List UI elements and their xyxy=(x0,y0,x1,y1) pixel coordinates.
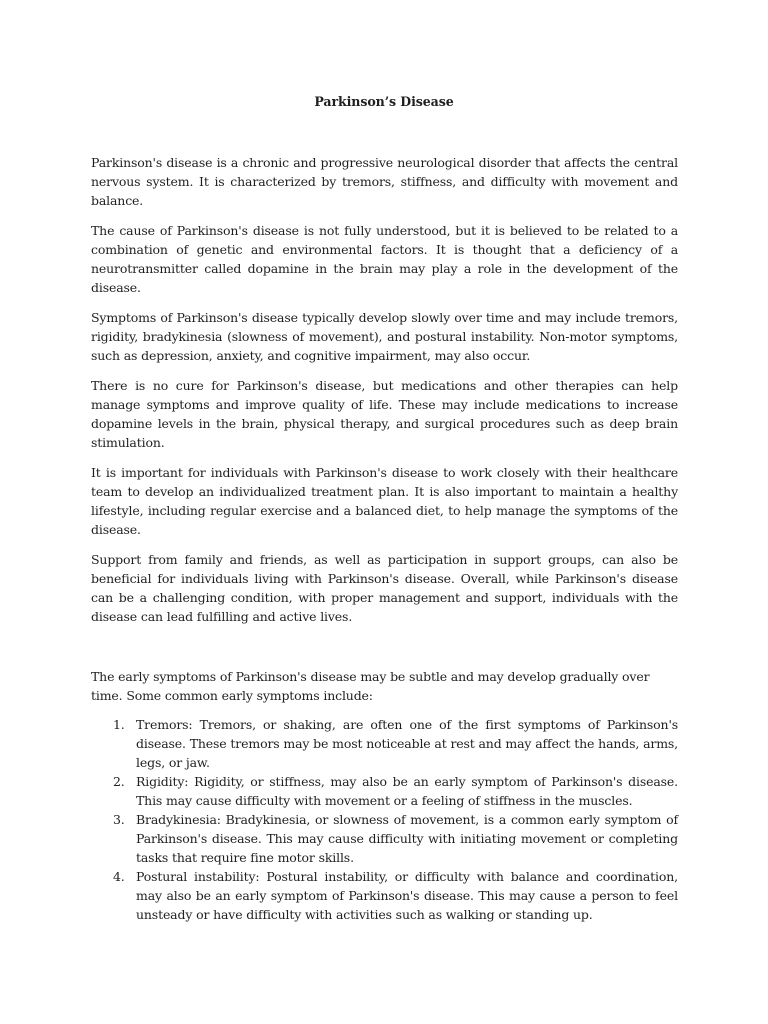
document-title: Parkinson’s Disease xyxy=(314,94,454,109)
paragraph-cause: The cause of Parkinson's disease is not fully understood, but it is believed to be related to a combination of genetic and environmental factors. It is thought that a deficiency of a neurotransmitter called dopamine in the brain may play a role in the development of the disease. xyxy=(91,223,678,295)
paragraph-symptoms: Symptoms of Parkinson's disease typically develop slowly over time and may include tremors, rigidity, bradykinesia (slowness of movement), and postural instability. Non-motor symptoms, such as depression, anxiety, and cognitive impairment, may also occur. xyxy=(91,310,678,363)
paragraph-overview: Parkinson's disease is a chronic and progressive neurological disorder that affects the central nervous system. It is characterized by tremors, stiffness, and difficulty with movement and balance. xyxy=(91,155,678,208)
list-item xyxy=(91,867,678,924)
paragraph-care-plan: It is important for individuals with Parkinson's disease to work closely with their healthcare team to develop an individualized treatment plan. It is also important to maintain a healthy lifestyle, including regular exercise and a balanced diet, to help manage the symptoms of the disease. xyxy=(91,465,678,537)
paragraph-treatment: There is no cure for Parkinson's disease, but medications and other therapies can help manage symptoms and improve quality of life. These may include medications to increase dopamine levels in the brain, physical therapy, and surgical procedures such as deep brain stimulation. xyxy=(91,378,678,450)
early-symptoms-list xyxy=(91,715,678,924)
list-item-number: 4. xyxy=(113,869,125,884)
list-item-number: 2. xyxy=(113,774,125,789)
list-item-number: 3. xyxy=(113,812,125,827)
list-item xyxy=(91,810,678,867)
list-item-text: Tremors: Tremors, or shaking, are often one of the first symptoms of Parkinson's disease. These tremors may be most noticeable at rest and may affect the hands, arms, legs, or jaw. xyxy=(136,717,678,770)
list-item xyxy=(91,715,678,772)
list-item-text: Rigidity: Rigidity, or stiffness, may also be an early symptom of Parkinson's disease. This may cause difficulty with movement or a feeling of stiffness in the muscles. xyxy=(136,774,678,808)
list-item-text: Postural instability: Postural instability, or difficulty with balance and coordination, may also be an early symptom of Parkinson's disease. This may cause a person to feel unsteady or have difficulty with activities such as walking or standing up. xyxy=(136,869,678,922)
list-item-number: 1. xyxy=(113,717,125,732)
list-item xyxy=(91,772,678,810)
early-symptoms-intro: The early symptoms of Parkinson's disease may be subtle and may develop gradually over time. Some common early symptoms include: xyxy=(91,669,650,703)
list-item-text: Bradykinesia: Bradykinesia, or slowness of movement, is a common early symptom of Parkinson's disease. This may cause difficulty with initiating movement or completing tasks that require fine motor skills. xyxy=(136,812,678,865)
document-body xyxy=(91,153,678,924)
paragraph-support: Support from family and friends, as well as participation in support groups, can also be beneficial for individuals living with Parkinson's disease. Overall, while Parkinson's disease can be a challenging condition, with proper management and support, individuals with the disease can lead fulfilling and active lives. xyxy=(91,552,678,624)
